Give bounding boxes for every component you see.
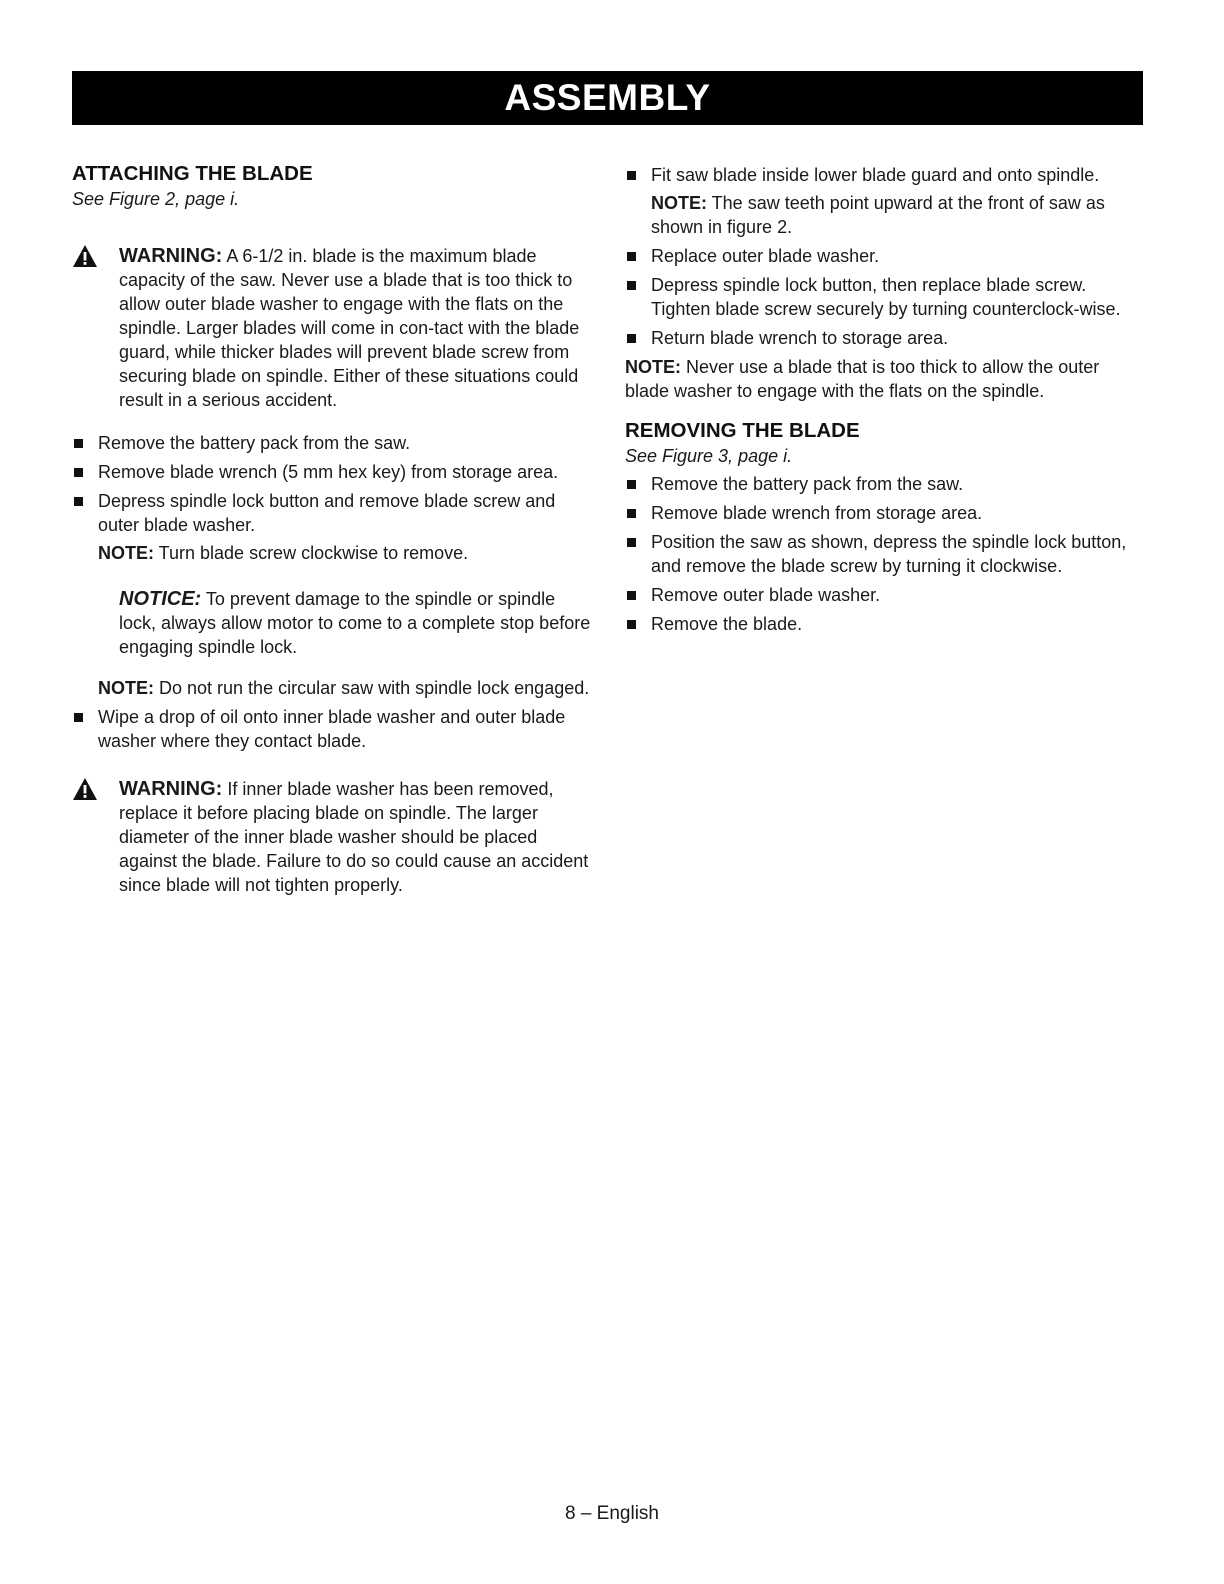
note-body: Turn blade screw clockwise to remove. (154, 543, 469, 564)
list-item (625, 530, 1145, 578)
list-item-text: Remove blade wrench from storage area. (651, 503, 983, 524)
note-body: The saw teeth point upward at the front of saw as shown in figure 2. (651, 193, 1105, 237)
list-item-text: Remove the blade. (651, 614, 803, 635)
heading-attaching-blade: ATTACHING THE BLADE (72, 162, 313, 185)
warning-text (119, 244, 592, 412)
warning-label: WARNING: (119, 245, 223, 268)
warning-block-blade-capacity (72, 244, 592, 412)
warning-triangle-icon (72, 777, 98, 801)
list-item (625, 326, 1145, 350)
page-number: 8 – English (564, 1503, 659, 1524)
list-item-text: Remove the battery pack from the saw. (651, 474, 964, 495)
note-saw-teeth (625, 191, 1145, 239)
page-footer (0, 1503, 1224, 1525)
list-item-text: Remove blade wrench (5 mm hex key) from storage area. (98, 462, 559, 483)
list-item (625, 163, 1145, 187)
bullet-square-icon (627, 620, 636, 629)
note-blade-thickness (625, 355, 1145, 403)
oil-step-list (72, 705, 592, 753)
right-column (625, 162, 1145, 636)
list-item-text: Return blade wrench to storage area. (651, 328, 949, 348)
list-item-text: Remove outer blade washer. (651, 585, 881, 606)
list-item-text: Fit saw blade inside lower blade guard and onto spindle. (651, 165, 1100, 185)
attach-steps-list (72, 431, 592, 537)
bullet-square-icon (627, 281, 636, 290)
bullet-square-icon (74, 468, 83, 477)
list-item (72, 431, 592, 455)
note-label: NOTE: (651, 193, 707, 213)
list-item (625, 244, 1145, 268)
list-item (72, 460, 592, 484)
notice-label: NOTICE: (119, 588, 202, 611)
bullet-square-icon (627, 171, 636, 180)
list-item (625, 583, 1145, 607)
bullet-square-icon (627, 334, 636, 343)
note-body: Never use a blade that is too thick to allow the outer blade washer to engage with the flats on the spindle. (625, 357, 1100, 401)
reassembly-steps-list (625, 244, 1145, 350)
warning-text (119, 777, 592, 897)
warning-triangle-icon (72, 244, 98, 268)
bullet-square-icon (627, 591, 636, 600)
warning-block-inner-washer (72, 777, 592, 897)
section-title: ASSEMBLY (504, 77, 711, 118)
bullet-square-icon (627, 480, 636, 489)
list-item (625, 501, 1145, 525)
bullet-square-icon (627, 509, 636, 518)
bullet-square-icon (627, 252, 636, 261)
note-body: Do not run the circular saw with spindle lock engaged. (154, 678, 590, 699)
bullet-square-icon (74, 713, 83, 722)
list-item-text: Depress spindle lock button and remove blade screw and outer blade washer. (98, 491, 556, 536)
fit-step-list (625, 163, 1145, 187)
list-item (625, 612, 1145, 636)
notice-body: To prevent damage to the spindle or spindle lock, always allow motor to come to a complete stop before engaging spindle lock. (119, 589, 591, 658)
list-item (72, 705, 592, 753)
warning-label: WARNING: (119, 778, 223, 801)
notice-block (72, 587, 592, 659)
list-item (625, 273, 1145, 321)
list-item-text: Depress spindle lock button, then replace blade screw. Tighten blade screw securely by turning counterclock-wise. (651, 275, 1121, 319)
list-item (625, 472, 1145, 496)
left-column (72, 162, 592, 897)
list-item-text: Position the saw as shown, depress the spindle lock button, and remove the blade screw by turning it clockwise. (651, 532, 1127, 577)
section-banner (72, 71, 1143, 125)
list-item (72, 489, 592, 537)
note-spindle-lock (72, 676, 592, 700)
figure-reference: See Figure 3, page i. (625, 445, 793, 466)
bullet-square-icon (627, 538, 636, 547)
list-item-text: Wipe a drop of oil onto inner blade washer and outer blade washer where they contact blade. (98, 707, 566, 752)
note-label: NOTE: (98, 543, 154, 564)
remove-steps-list (625, 472, 1145, 636)
warning-body: If inner blade washer has been removed, replace it before placing blade on spindle. The larger diameter of the inner blade washer should be placed against the blade. Failure to do so could cause an accident since blade will not tighten properly. (119, 779, 589, 896)
list-item-text: Replace outer blade washer. (651, 246, 880, 266)
note-label: NOTE: (98, 678, 154, 699)
bullet-square-icon (74, 439, 83, 448)
figure-reference: See Figure 2, page i. (72, 188, 240, 209)
note-turn-screw (72, 541, 592, 565)
bullet-square-icon (74, 497, 83, 506)
list-item-text: Remove the battery pack from the saw. (98, 433, 411, 454)
warning-body: A 6-1/2 in. blade is the maximum blade capacity of the saw. Never use a blade that is too thick to allow outer blade washer to engage with the flats on the spindle. Larger blades will come in con-tact with the blade guard, while thicker blades will prevent blade screw from securing blade on spindle. Either of these situations could result in a serious accident. (119, 246, 580, 411)
heading-removing-blade: REMOVING THE BLADE (625, 419, 860, 442)
note-label: NOTE: (625, 357, 681, 377)
